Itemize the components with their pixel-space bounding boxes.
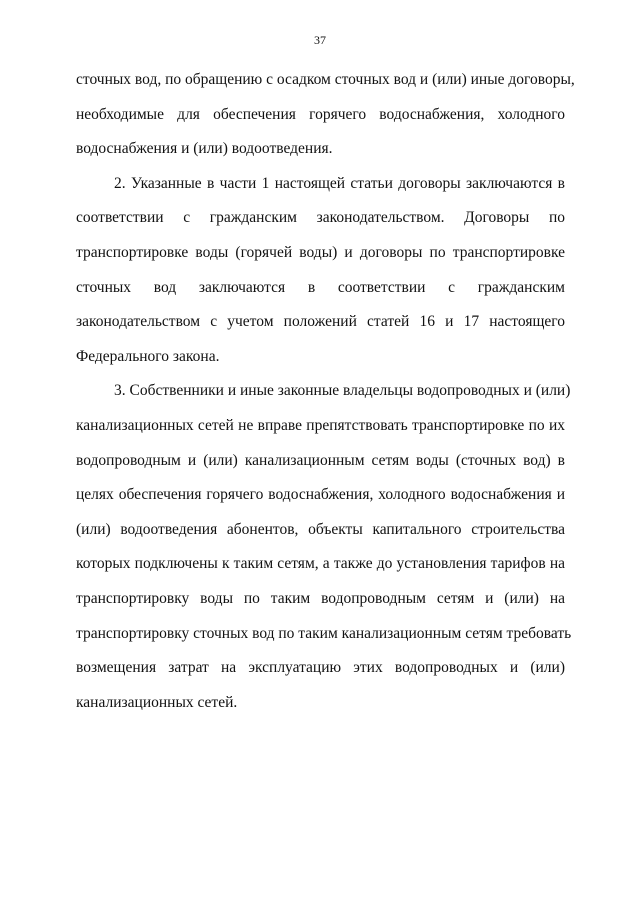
paragraph-line: 3. Собственники и иные законные владельцы водопроводных и (или) — [114, 382, 571, 400]
paragraph-line: водоснабжения и (или) водоотведения. — [76, 140, 333, 158]
paragraph-line: канализационных сетей. — [76, 693, 238, 711]
paragraph-line: необходимые для обеспечения горячего водоснабжения, холодного — [76, 105, 565, 123]
paragraph-line: возмещения затрат на эксплуатацию этих водопроводных и (или) — [76, 659, 565, 677]
paragraph-line: которых подключены к таким сетям, а также до установления тарифов на — [76, 555, 565, 573]
paragraph-line: законодательством с учетом положений статей 16 и 17 настоящего — [76, 313, 565, 331]
paragraph-line: водопроводным и (или) канализационным сетям воды (сточных вод) в — [76, 451, 565, 469]
paragraph-line: целях обеспечения горячего водоснабжения, холодного водоснабжения и — [76, 486, 565, 504]
page-number: 37 — [314, 33, 326, 47]
paragraph-item-3 — [76, 374, 572, 720]
paragraph-line: 2. Указанные в части 1 настоящей статьи договоры заключаются в — [114, 174, 565, 192]
paragraph-line: (или) водоотведения абонентов, объекты капитального строительства — [76, 520, 565, 538]
paragraph-line: сточных вод, по обращению с осадком сточных вод и (или) иные договоры, — [76, 71, 575, 88]
paragraph-line: сточных вод заключаются в соответствии с гражданским — [76, 278, 565, 296]
paragraph-item-2 — [76, 167, 565, 375]
body-text — [76, 63, 575, 720]
paragraph-line: канализационных сетей не вправе препятствовать транспортировке по их — [76, 416, 565, 434]
paragraph-line: Федерального закона. — [76, 347, 220, 365]
paragraph-line: транспортировку сточных вод по таким канализационным сетям требовать — [76, 624, 572, 642]
paragraph-continuation — [76, 63, 575, 167]
paragraph-line: транспортировке воды (горячей воды) и договоры по транспортировке — [76, 243, 565, 261]
paragraph-line: соответствии с гражданским законодательством. Договоры по — [76, 209, 565, 227]
paragraph-line: транспортировку воды по таким водопроводным сетям и (или) на — [76, 589, 565, 607]
